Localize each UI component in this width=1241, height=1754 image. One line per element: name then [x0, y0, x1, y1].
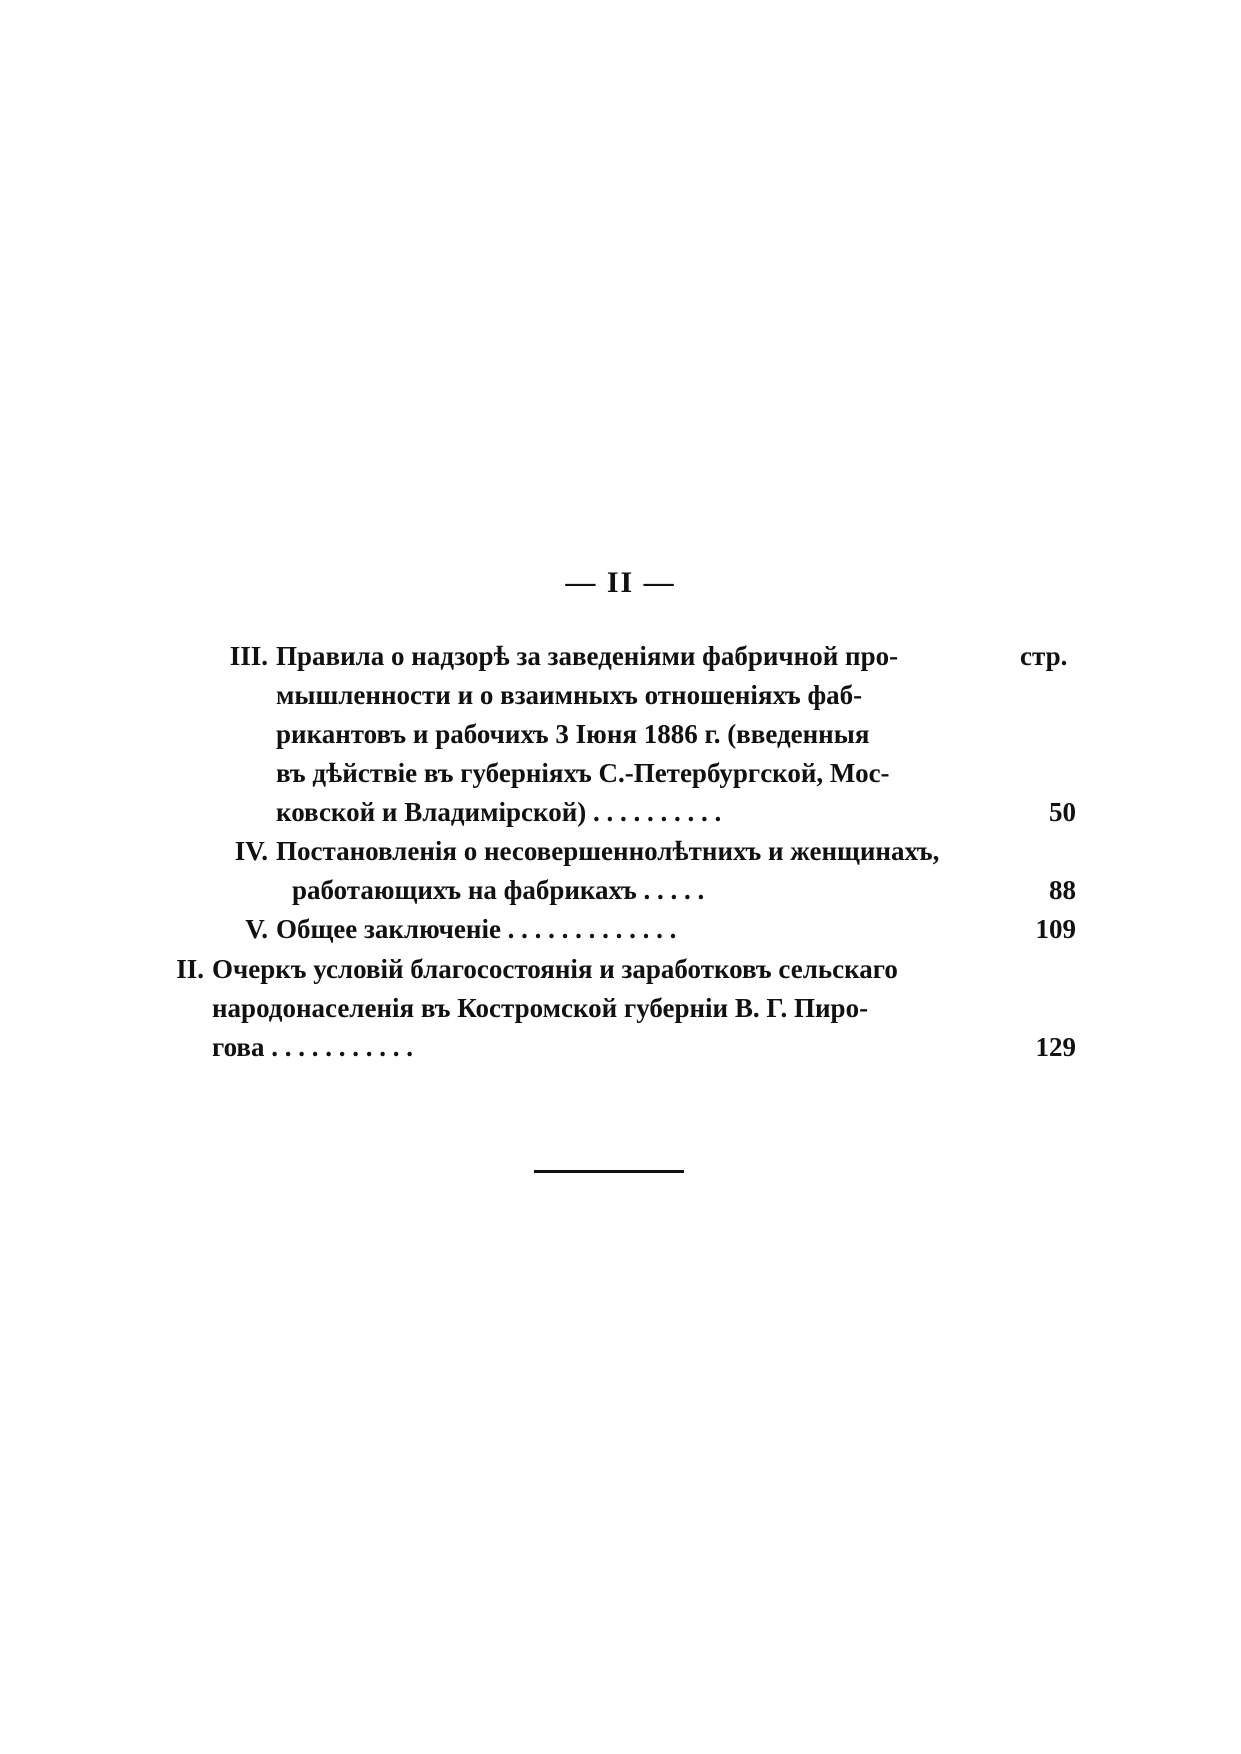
toc-numeral: III.: [229, 641, 268, 671]
toc-page-number: 109: [1035, 914, 1076, 944]
toc-line: гова . . . . . . . . . . .: [212, 1032, 413, 1062]
closing-rule: [534, 1170, 684, 1173]
toc-line: Правила о надзорѣ за заведеніями фабричной про-: [276, 641, 899, 671]
toc-line: работающихъ на фабрикахъ . . . . .: [292, 875, 705, 905]
toc-line: мышленности и о взаимныхъ отношеніяхъ фаб-: [276, 680, 863, 710]
toc-line: въ дѣйствіе въ губерніяхъ С.-Петербургской, Мос-: [276, 758, 890, 788]
toc-line: Очеркъ условій благосостоянія и заработковъ сельскаго: [212, 954, 898, 984]
toc-numeral: IV.: [234, 836, 268, 866]
toc-page-number: 129: [1035, 1032, 1076, 1062]
toc-page-number: 50: [1049, 797, 1076, 827]
toc-line: народонаселенія въ Костромской губерніи В. Г. Пиро-: [212, 993, 869, 1023]
toc-line: Постановленія о несовершеннолѣтнихъ и женщинахъ,: [276, 836, 940, 866]
toc-line: ковской и Владимірской) . . . . . . . . . .: [276, 797, 722, 827]
toc-line: рикантовъ и рабочихъ 3 Іюня 1886 г. (введенныя: [276, 719, 870, 749]
toc-page-number: 88: [1049, 875, 1076, 905]
page-marker: — II —: [565, 566, 676, 599]
page-column-label: стр.: [1020, 641, 1068, 671]
toc-numeral: V.: [245, 914, 268, 944]
toc-numeral: II.: [176, 954, 204, 984]
toc-line: Общее заключеніе . . . . . . . . . . . . .: [276, 914, 677, 944]
